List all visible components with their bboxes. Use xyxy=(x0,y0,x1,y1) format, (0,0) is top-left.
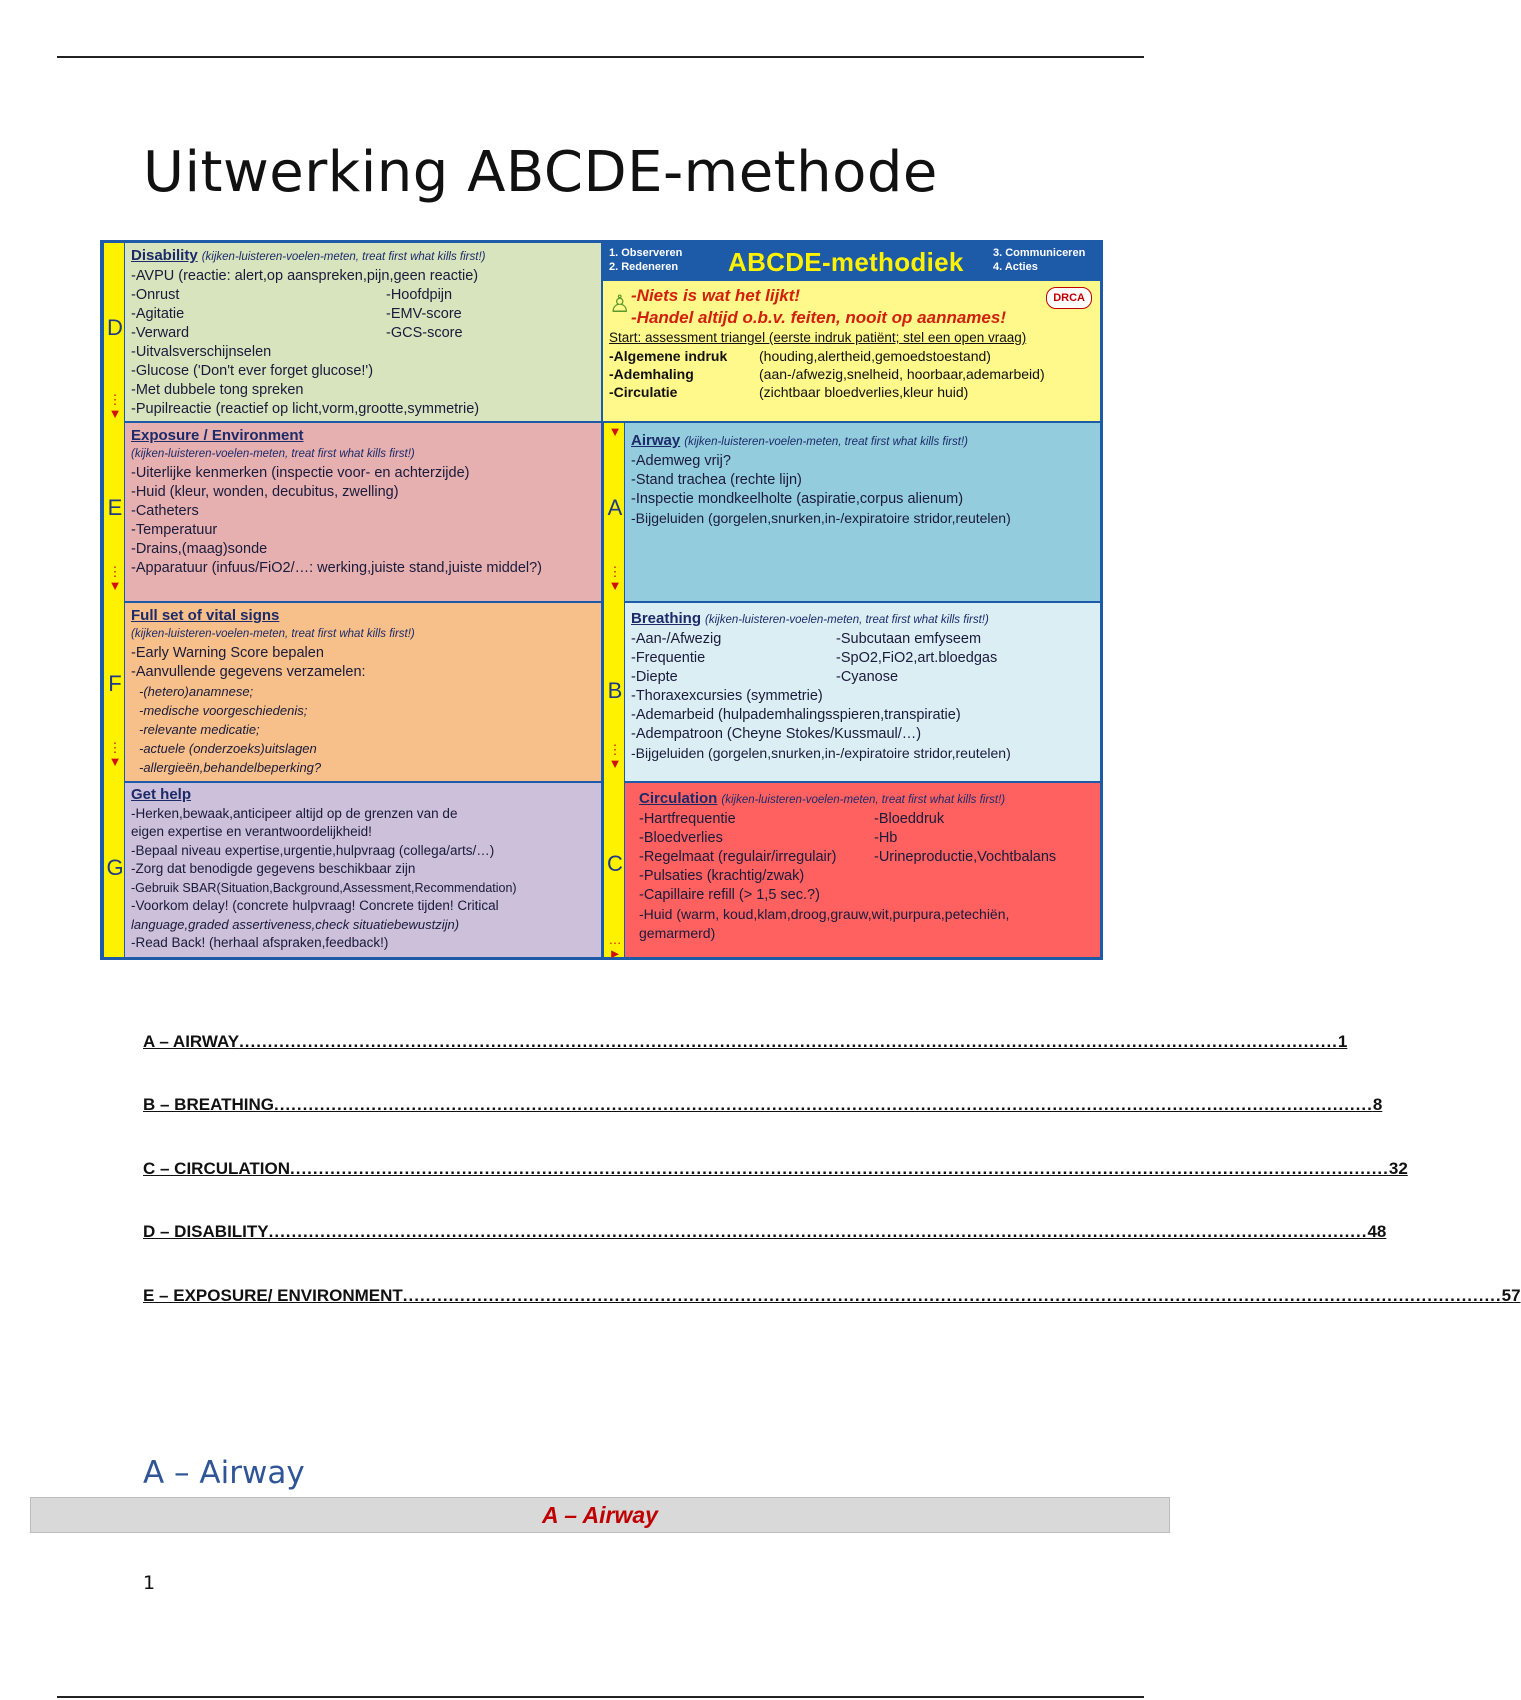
letter-g: G xyxy=(106,855,124,880)
breathing-item: -Thoraxexcursies (symmetrie) xyxy=(631,688,823,704)
figure-title: ABCDE-methodiek xyxy=(728,247,964,277)
arrow-down-icon: ⋮ ▼ xyxy=(108,392,122,421)
airway-subtitle: (kijken-luisteren-voelen-meten, treat first what kills first!) xyxy=(684,436,968,448)
disability-avpu: -AVPU (reactie: alert,op aanspreken,pijn,geen reactie) xyxy=(131,268,479,284)
breathing-item: -Cyanose xyxy=(836,669,899,685)
exposure-cell xyxy=(125,423,601,603)
left-letter-strip xyxy=(103,243,125,957)
arrow-down-icon: ⋮ ▼ xyxy=(608,742,622,771)
fullset-item: -(hetero)anamnese; xyxy=(139,684,254,699)
intro-row-detail: (zichtbaar bloedverlies,kleur huid) xyxy=(759,384,969,400)
arrow-down-icon: ⋮ ▼ xyxy=(108,564,122,593)
intro-row-detail: (aan-/afwezig,snelheid, hoorbaar,ademarbeid) xyxy=(759,366,1045,382)
toc-label: C – CIRCULATION xyxy=(143,1159,291,1178)
toc-page: 1 xyxy=(1337,1032,1348,1051)
fullset-item: -medische voorgeschiedenis; xyxy=(139,703,308,718)
breathing-item: -Ademarbeid (hulpademhalingsspieren,transpiratie) xyxy=(631,707,961,723)
circulation-heading: Circulation xyxy=(639,790,718,807)
toc-leader: ................................................................................................................................................................................................ xyxy=(239,1032,1338,1051)
disability-cell xyxy=(125,243,601,423)
fullset-cell xyxy=(125,603,601,783)
intro-row xyxy=(609,347,1094,365)
airway-item: -Stand trachea (rechte lijn) xyxy=(631,472,802,488)
toc-entry-circulation[interactable] xyxy=(143,1159,1408,1179)
section-banner: A – Airway xyxy=(30,1497,1170,1533)
intro-row-label: -Circulatie xyxy=(609,384,678,400)
intro-row xyxy=(609,365,1094,383)
intro-start: Start: assessment triangel (eerste indruk patiënt; stel een open vraag) xyxy=(609,330,1027,345)
intro-row-label: -Algemene indruk xyxy=(609,348,728,364)
breathing-item: -Subcutaan emfyseem xyxy=(836,631,982,647)
arrow-down-icon: ▼ xyxy=(608,424,622,439)
breathing-item: -Bijgeluiden (gorgelen,snurken,in-/expiratoire stridor,reutelen) xyxy=(631,745,1011,761)
bottom-rule xyxy=(57,1696,1144,1698)
toc-entry-exposure[interactable] xyxy=(143,1286,1521,1306)
gethelp-item: -Zorg dat benodigde gegevens beschikbaar zijn xyxy=(131,861,416,876)
exposure-item: -Uiterlijke kenmerken (inspectie voor- en achterzijde) xyxy=(131,465,470,481)
letter-b: B xyxy=(607,678,623,703)
disability-item: -GCS-score xyxy=(386,325,463,341)
disability-item: -Onrust xyxy=(131,287,180,303)
gethelp-item: -Voorkom delay! (concrete hulpvraag! Concrete tijden! Critical xyxy=(131,898,499,913)
intro-box xyxy=(603,281,1100,423)
header-observe: 1. Observeren xyxy=(609,247,683,259)
exposure-item: -Huid (kleur, wonden, decubitus, zwelling) xyxy=(131,484,399,500)
gethelp-item: -Read Back! (herhaal afspraken,feedback!) xyxy=(131,935,389,950)
breathing-heading: Breathing xyxy=(631,610,702,627)
circulation-item: -Regelmaat (regulair/irregulair) xyxy=(639,849,837,865)
gethelp-item: eigen expertise en verantwoordelijkheid! xyxy=(131,824,372,839)
person-icon: ♙ xyxy=(609,291,631,318)
letter-e: E xyxy=(107,495,123,520)
fullset-item: -actuele (onderzoeks)uitslagen xyxy=(139,741,317,756)
circulation-item: -Bloeddruk xyxy=(874,811,945,827)
disability-subtitle: (kijken-luisteren-voelen-meten, treat first what kills first!) xyxy=(201,251,486,263)
disability-item: -Uitvalsverschijnselen xyxy=(131,344,272,360)
arrow-down-icon: ⋮ ▼ xyxy=(108,740,122,769)
letter-f: F xyxy=(108,671,122,696)
gethelp-heading: Get help xyxy=(131,786,192,803)
fullset-item: -Early Warning Score bepalen xyxy=(131,645,324,661)
toc-page: 8 xyxy=(1372,1095,1383,1114)
toc-label: A – AIRWAY xyxy=(143,1032,240,1051)
top-rule xyxy=(57,56,1144,58)
exposure-heading: Exposure / Environment xyxy=(131,427,304,444)
disability-item: -Met dubbele tong spreken xyxy=(131,382,304,398)
toc-leader: ................................................................................................................................................................................................ xyxy=(273,1095,1373,1114)
circulation-item: gemarmerd) xyxy=(639,925,716,941)
breathing-item: -Aan-/Afwezig xyxy=(631,631,722,647)
circulation-cell xyxy=(625,783,1100,957)
arrow-down-icon: ⋮ ▼ xyxy=(608,564,622,593)
section-heading: A – Airway xyxy=(143,1455,305,1491)
breathing-item: -Diepte xyxy=(631,669,678,685)
arrow-right-icon: …► xyxy=(608,932,622,961)
breathing-item: -Frequentie xyxy=(631,650,706,666)
circulation-item: -Hb xyxy=(874,830,898,846)
exposure-item: -Catheters xyxy=(131,503,199,519)
gethelp-item: language,graded assertiveness,check situatiebewustzijn) xyxy=(131,916,460,932)
toc-leader: ................................................................................................................................................................................................ xyxy=(268,1222,1368,1241)
disability-columns xyxy=(131,286,597,343)
header-communicate: 3. Communiceren xyxy=(993,247,1086,259)
toc-page: 32 xyxy=(1388,1159,1408,1178)
exposure-item: -Temperatuur xyxy=(131,522,218,538)
letter-c: C xyxy=(607,851,623,876)
toc-page: 57 xyxy=(1501,1286,1521,1305)
exposure-item: -Apparatuur (infuus/FiO2/…: werking,juiste stand,juiste middel?) xyxy=(131,560,543,576)
toc-page: 48 xyxy=(1367,1222,1387,1241)
header-reason: 2. Redeneren xyxy=(609,261,679,273)
intro-row-detail: (houding,alertheid,gemoedstoestand) xyxy=(759,348,991,364)
gethelp-item: -Gebruik SBAR(Situation,Background,Assessment,Recommendation) xyxy=(131,880,517,895)
circulation-columns xyxy=(639,810,1096,867)
intro-warning-1: -Niets is wat het lijkt! xyxy=(631,286,801,305)
airway-item: -Inspectie mondkeelholte (aspiratie,corpus alienum) xyxy=(631,491,964,507)
disability-heading: Disability xyxy=(131,247,198,264)
page-number: 1 xyxy=(143,1572,156,1594)
breathing-cell xyxy=(625,603,1100,783)
disability-item: -Verward xyxy=(131,325,190,341)
breathing-columns xyxy=(631,630,1096,687)
fullset-heading: Full set of vital signs xyxy=(131,607,280,624)
intro-row xyxy=(609,383,1094,401)
figure-header xyxy=(603,243,1100,281)
breathing-item: -Adempatroon (Cheyne Stokes/Kussmaul/…) xyxy=(631,726,922,742)
disability-item: -Pupilreactie (reactief op licht,vorm,grootte,symmetrie) xyxy=(131,401,480,417)
gethelp-cell xyxy=(125,783,601,957)
circulation-item: -Hartfrequentie xyxy=(639,811,736,827)
circulation-item: -Urineproductie,Vochtbalans xyxy=(874,849,1057,865)
disability-item: -Agitatie xyxy=(131,306,185,322)
drca-badge: DRCA xyxy=(1046,287,1092,309)
fullset-item: -allergieën,behandelbeperking? xyxy=(139,760,322,775)
circulation-item: -Huid (warm, koud,klam,droog,grauw,wit,purpura,petechiën, xyxy=(639,906,1010,922)
letter-d: D xyxy=(107,315,123,340)
middle-letter-strip xyxy=(603,423,625,961)
airway-cell xyxy=(625,423,1100,603)
toc-label: B – BREATHING xyxy=(143,1095,274,1114)
intro-warning-2: -Handel altijd o.b.v. feiten, nooit op aannames! xyxy=(631,308,1006,327)
toc-leader: ................................................................................................................................................................................................ xyxy=(402,1286,1502,1305)
exposure-item: -Drains,(maag)sonde xyxy=(131,541,268,557)
fullset-subtitle: (kijken-luisteren-voelen-meten, treat first what kills first!) xyxy=(131,628,415,640)
disability-item: -Hoofdpijn xyxy=(386,287,453,303)
toc-entry-breathing[interactable] xyxy=(143,1095,1383,1115)
fullset-item: -Aanvullende gegevens verzamelen: xyxy=(131,664,366,680)
gethelp-item: -Herken,bewaak,anticipeer altijd op de grenzen van de xyxy=(131,805,458,821)
document-title: Uitwerking ABCDE-methode xyxy=(143,140,938,205)
header-actions: 4. Acties xyxy=(993,261,1038,273)
circulation-item: -Pulsaties (krachtig/zwak) xyxy=(639,868,805,884)
disability-item: -EMV-score xyxy=(386,306,462,322)
airway-item: -Bijgeluiden (gorgelen,snurken,in-/expiratoire stridor,reutelen) xyxy=(631,510,1011,526)
exposure-subtitle: (kijken-luisteren-voelen-meten, treat first what kills first!) xyxy=(131,448,415,460)
circulation-item: -Bloedverlies xyxy=(639,830,723,846)
toc-entry-airway[interactable] xyxy=(143,1032,1348,1052)
letter-a: A xyxy=(607,495,623,520)
breathing-subtitle: (kijken-luisteren-voelen-meten, treat first what kills first!) xyxy=(705,614,989,626)
gethelp-item: -Bepaal niveau expertise,urgentie,hulpvraag (collega/arts/…) xyxy=(131,842,495,858)
intro-row-label: -Ademhaling xyxy=(609,366,694,382)
toc-leader: ................................................................................................................................................................................................ xyxy=(290,1159,1389,1178)
circulation-subtitle: (kijken-luisteren-voelen-meten, treat first what kills first!) xyxy=(721,794,1006,806)
disability-item: -Glucose ('Don't ever forget glucose!') xyxy=(131,363,374,379)
abcde-figure xyxy=(100,240,1103,960)
circulation-item: -Capillaire refill (> 1,5 sec.?) xyxy=(639,887,820,903)
toc-label: E – EXPOSURE/ ENVIRONMENT xyxy=(143,1286,403,1305)
toc-label: D – DISABILITY xyxy=(143,1222,269,1241)
airway-heading: Airway xyxy=(631,432,681,449)
airway-item: -Ademweg vrij? xyxy=(631,453,731,469)
fullset-item: -relevante medicatie; xyxy=(139,722,260,737)
breathing-item: -SpO2,FiO2,art.bloedgas xyxy=(836,650,998,666)
toc-entry-disability[interactable] xyxy=(143,1222,1387,1242)
